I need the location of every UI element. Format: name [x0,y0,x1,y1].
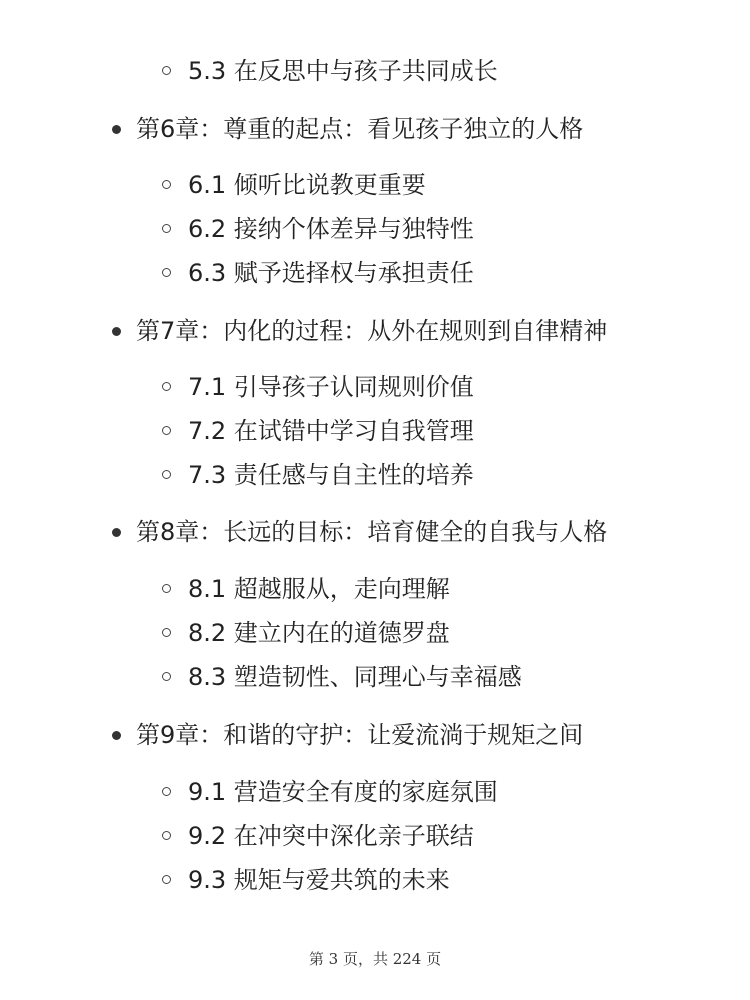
toc-section-label: 8.3 塑造韧性、同理心与幸福感 [188,663,522,691]
toc-section-label: 9.2 在冲突中深化亲子联结 [188,822,474,850]
toc-chapter-label: 第7章：内化的过程：从外在规则到自律精神 [136,317,608,345]
toc-section-label: 6.3 赋予选择权与承担责任 [188,259,474,287]
hollow-bullet-icon [162,224,171,233]
toc-section-label: 9.3 规矩与爱共筑的未来 [188,866,450,894]
hollow-bullet-icon [162,628,171,637]
hollow-bullet-icon [162,180,171,189]
hollow-bullet-icon [162,584,171,593]
toc-chapter-label: 第6章：尊重的起点：看见孩子独立的人格 [136,115,584,143]
toc-section-label: 8.1 超越服从，走向理解 [188,575,450,603]
hollow-bullet-icon [162,875,171,884]
toc-section-label: 9.1 营造安全有度的家庭氛围 [188,778,498,806]
filled-bullet-icon [112,528,121,537]
hollow-bullet-icon [162,268,171,277]
page-indicator: 第 3 页，共 224 页 [308,950,442,968]
toc-section-label: 6.1 倾听比说教更重要 [188,171,426,199]
hollow-bullet-icon [162,787,171,796]
hollow-bullet-icon [162,66,171,75]
toc-section-label: 7.2 在试错中学习自我管理 [188,417,474,445]
hollow-bullet-icon [162,470,171,479]
hollow-bullet-icon [162,382,171,391]
filled-bullet-icon [112,125,121,134]
toc-section-label: 8.2 建立内在的道德罗盘 [188,619,450,647]
filled-bullet-icon [112,731,121,740]
hollow-bullet-icon [162,426,171,435]
toc-chapter-label: 第9章：和谐的守护：让爱流淌于规矩之间 [136,721,584,749]
toc-section-label: 7.3 责任感与自主性的培养 [188,461,474,489]
toc-section-label: 5.3 在反思中与孩子共同成长 [188,57,498,85]
toc-section-label: 7.1 引导孩子认同规则价值 [188,373,474,401]
hollow-bullet-icon [162,672,171,681]
hollow-bullet-icon [162,831,171,840]
toc-chapter-label: 第8章：长远的目标：培育健全的自我与人格 [136,518,608,546]
toc-section-label: 6.2 接纳个体差异与独特性 [188,215,474,243]
filled-bullet-icon [112,327,121,336]
